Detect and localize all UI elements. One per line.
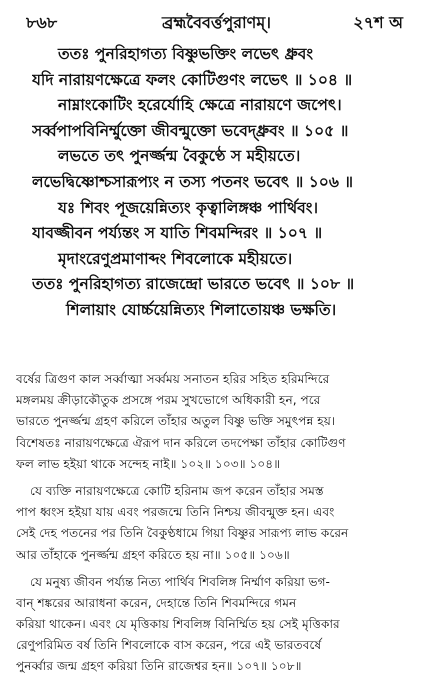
commentary-paragraph (16, 369, 424, 475)
verse-line: যঃ শিবং পূজয়েন্নিত্যং কৃত্বালিঙ্গঞ্চ পার্থিবং। (58, 198, 319, 217)
verse-line: লভতে তৎ পুনর্জ্জন্ম বৈকুণ্ঠে স মহীয়তে। (58, 147, 301, 166)
verse-line: ততঃ পুনরিহাগত্য বিষ্ণুভক্তিং লভেৎ ধ্রুবং (58, 45, 314, 63)
commentary-paragraph (16, 572, 424, 678)
commentary-line: পুনর্ব্বার জন্ম গ্রহণ করিয়া তিনি রাজেশ্বর হন॥ ১০৭॥ ১০৮॥ (16, 659, 302, 674)
verse-line: ততঃ পুনরিহাগত্য রাজেন্দ্রো ভারতে ভবেৎ ॥ ১০৮ ॥ (32, 275, 355, 294)
commentary-line: ভারতে পুনর্জ্জন্ম গ্রহণ করিলে তাঁহার অতুল বিষ্ণু ভক্তি সমুৎপন্ন হয়। (16, 414, 336, 429)
commentary-line: যে মনুষ্য জীবন পর্য্যন্ত নিত্য পার্থিব শিবলিঙ্গ নির্ম্মাণ করিয়া ভগ- (30, 574, 330, 589)
commentary-paragraph (16, 481, 424, 566)
commentary-line: মঙ্গলময় ক্রীড়াকৌতুক প্রসঙ্গে পরম সুখভোগে অধিকারী হন, পরে (16, 393, 321, 408)
commentary-line: বান্‌ শঙ্করের আরাধনা করেন, দেহান্তে তিনি শিবমন্দিরে গমন (16, 595, 297, 610)
page-header (0, 10, 433, 34)
verse-line: নাম্নাংকোটিং হরের্যোহি ক্ষেত্রে নারায়ণে জপেৎ। (58, 96, 342, 115)
commentary-line: পাপ ধ্বংস হইয়া যায় এবং পরজন্মে তিনি নিশ্চয় জীবন্মুক্ত হন। এবং (16, 505, 335, 520)
bengali-commentary (16, 369, 424, 684)
chapter-label: ২৭শ অ (353, 13, 403, 32)
verse-line: শিলায়াং যোর্চ্চয়েন্নিত্যং শিলাতোয়ঞ্চ ভক্ষতি। (66, 300, 337, 319)
verse-line: মৃদাংরেণুপ্রমাণাব্দং শিবলোকে মহীয়তে। (58, 249, 293, 268)
verse-line: যাবজ্জীবন পর্য্যন্তং স যাতি শিবমন্দিরং ॥ ১০৭ ॥ (32, 224, 323, 243)
commentary-line: আর তাঁহাকে পুনর্জ্জন্ম গ্রহণ করিতে হয় না॥ ১০৫॥ ১০৬॥ (16, 547, 290, 562)
running-title: ব্রহ্মবৈবর্ত্তপুরাণম্‌। (162, 13, 271, 32)
verse-line: সর্ব্বপাপবিনির্ম্মুক্তো জীবন্মুক্তো ভবেদ্ধ্রুবং ॥ ১০৫ ॥ (32, 121, 349, 140)
commentary-line: করিয়া থাকেন। এবং যে মৃত্তিকায় শিবলিঙ্গ বিনির্ম্মিত হয় সেই মৃত্তিকার (16, 617, 340, 632)
commentary-line: যে ব্যক্তি নারায়ণক্ষেত্রে কোটি হরিনাম জপ করেন তাঁহার সমস্ত (30, 483, 324, 498)
commentary-line: বর্ষের ত্রিগুণ কাল সর্ব্বাত্মা সর্ব্বময় সনাতন হরির সহিত হরিমন্দিরে (16, 372, 330, 386)
verse-line: যদি নারায়ণক্ষেত্রে ফলং কোটিগুণং লভেৎ ॥ ১০৪ ॥ (32, 70, 353, 89)
commentary-line: রেণুপরিমিত বর্ষ তিনি শিবলোকে বাস করেন, পরে এই ভারতবর্ষে (16, 638, 322, 653)
page-number: ৮৬৮ (26, 13, 58, 32)
commentary-line: বিশেষতঃ নারায়ণক্ষেত্রে ঐরূপ দান করিলে তদপেক্ষা তাঁহার কোটিগুণ (16, 435, 346, 450)
commentary-line: সেই দেহ পতনের পর তিনি বৈকুণ্ঠধামে গিয়া বিষ্ণুর সারূপ্য লাভ করেন (16, 526, 349, 541)
commentary-line: ফল লাভ হইয়া থাকে সন্দেহ নাই॥ ১০২॥ ১০৩॥ ১০৪॥ (16, 456, 281, 471)
verse-line: লভেদ্বিষ্ণোশ্চসারূপ্যং ন তস্য পতনং ভবেৎ ॥ ১০৬ ॥ (32, 172, 354, 191)
sanskrit-verses (32, 42, 422, 324)
